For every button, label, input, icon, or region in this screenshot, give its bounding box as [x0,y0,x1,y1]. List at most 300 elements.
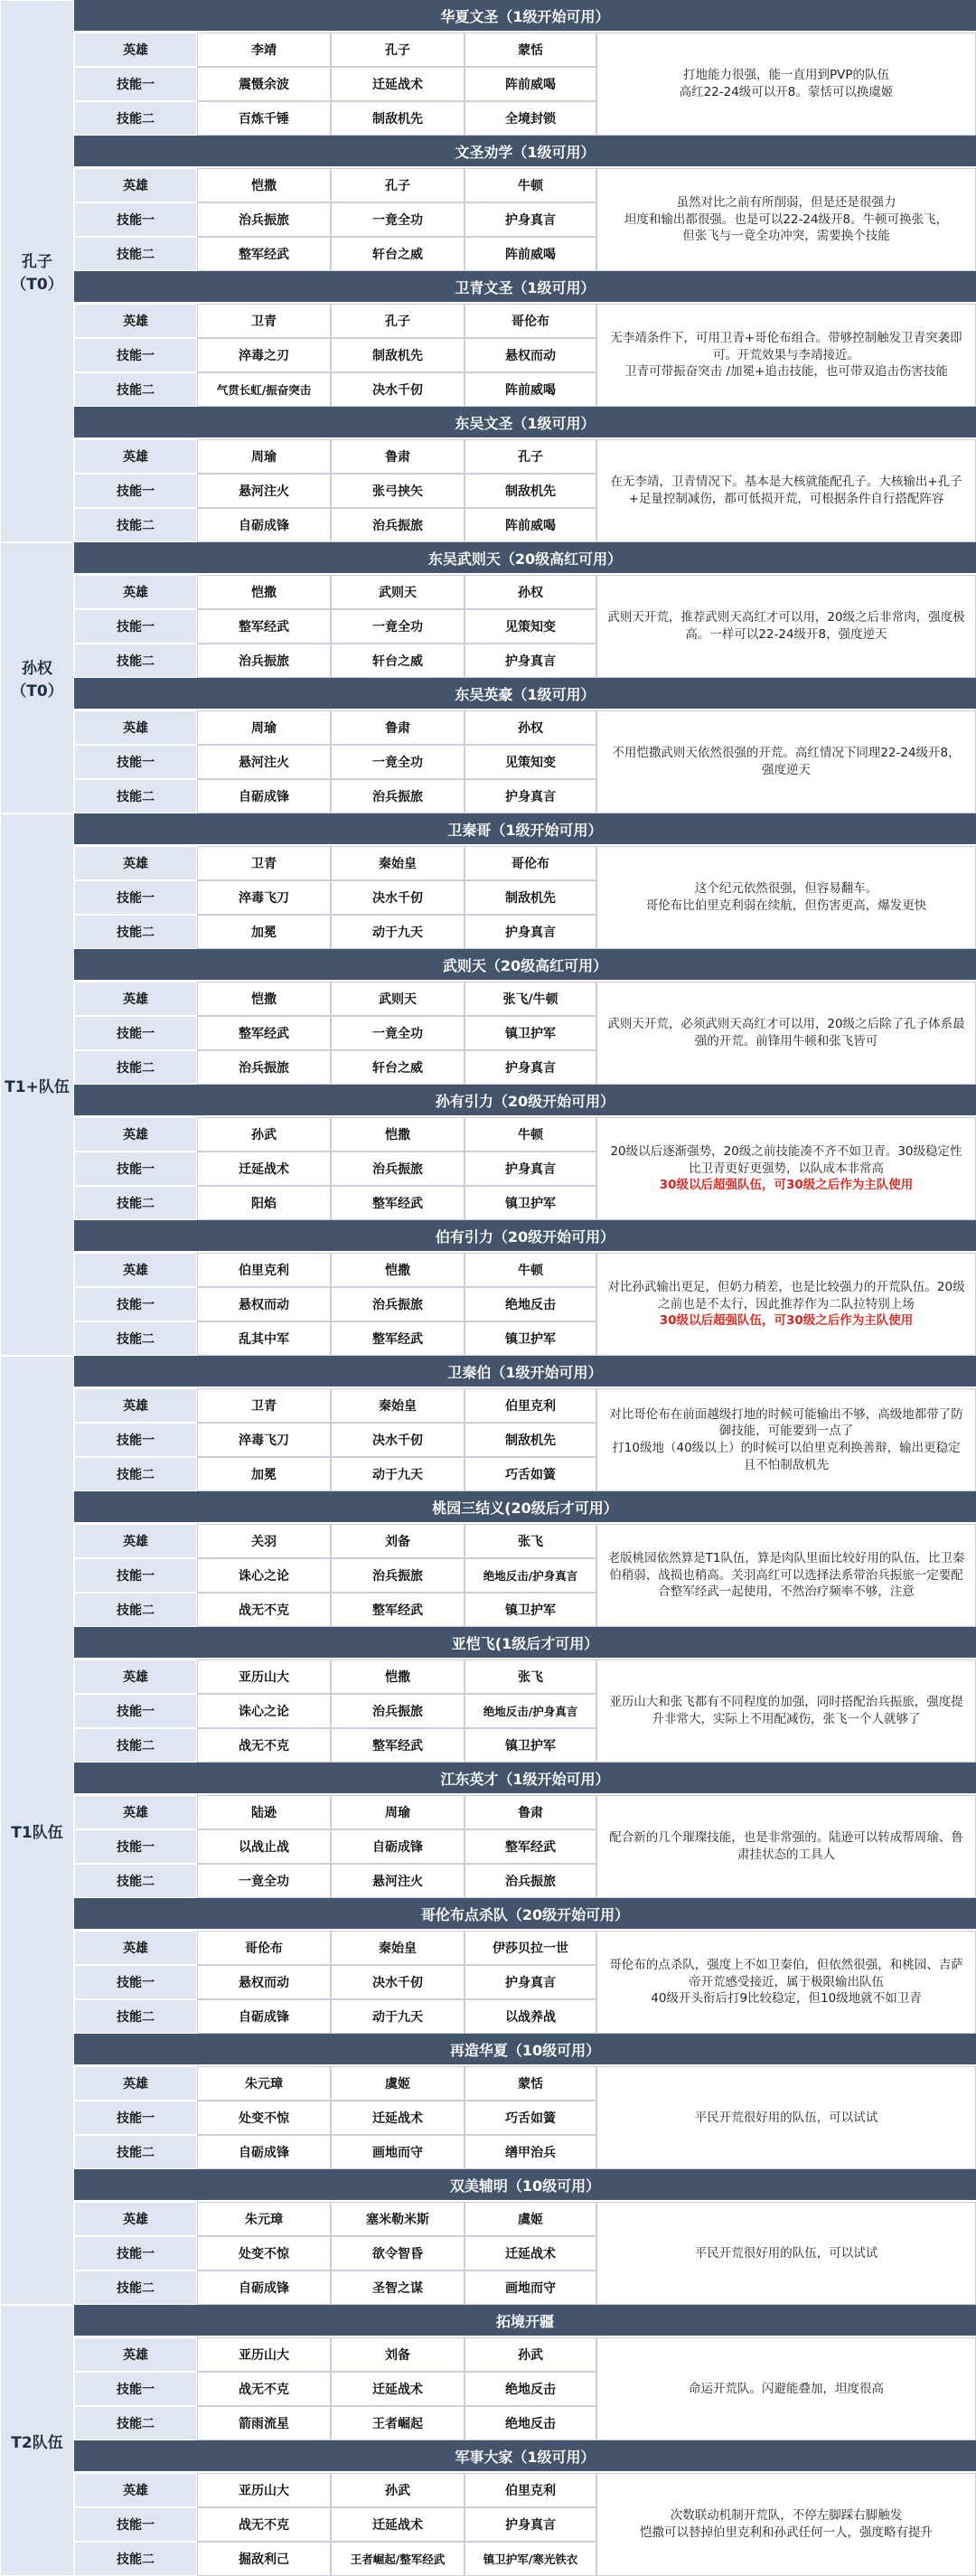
team-title: 文圣劝学（1级可用） [74,136,976,168]
skill-cell: 战无不克 [197,1593,331,1627]
description-text [606,1279,966,1330]
skill-cell: 制敌机先 [465,474,596,508]
hero-cell: 伯里克利 [465,2473,596,2507]
description-line: 亚历山大和张飞都有不同程度的加强，同时搭配治兵振旅，强度提升非常大，实际上不用配减伤，张飞一个人就够了 [609,1695,963,1726]
row-label-skill2: 技能二 [74,508,197,542]
skill-cell: 治兵振旅 [197,202,331,237]
team-title: 卫秦哥（1级开始可用） [74,813,976,846]
skill-cell: 动于九天 [331,915,465,949]
hero-cell: 李靖 [197,33,331,67]
team-title: 孙有引力（20级开始可用） [74,1085,976,1117]
hero-cell: 秦始皇 [331,846,465,880]
skill-cell: 迁延战术 [331,2101,465,2135]
team-title: 东吴武则天（20级高红可用） [74,542,976,575]
highlight-note: 30级以后超强队伍，可30级之后作为主队使用 [659,1178,914,1193]
skill-cell: 轩台之威 [331,237,465,271]
hero-cell: 鲁肃 [331,710,465,745]
description-text [606,2381,966,2398]
hero-cell: 亚历山大 [197,1659,331,1694]
group-label: T1队伍 [0,1356,74,2305]
team-description [596,1931,976,2034]
team-title: 东吴英豪（1级可用） [74,678,976,710]
row-label-hero: 英雄 [74,846,197,880]
hero-cell: 恺撒 [331,1659,465,1694]
row-label-hero: 英雄 [74,1931,197,1965]
row-label-skill1: 技能一 [74,474,197,508]
team-description [596,575,976,678]
description-text [606,67,966,100]
team-description [596,1795,976,1898]
description-line: 武则天开荒，必须武则天高红才可以用，20级之后除了孔子体系最强的开荒。前锋用牛顿和张飞皆可 [607,1017,965,1048]
skill-cell: 诛心之论 [197,1694,331,1728]
hero-cell: 恺撒 [197,982,331,1016]
skill-cell: 绝地反击 [465,1287,596,1321]
hero-cell: 孔子 [465,439,596,474]
skill-cell: 百炼千锤 [197,101,331,136]
skill-cell: 巧舌如簧 [465,2101,596,2135]
team-description [596,846,976,949]
skill-cell: 悬权而动 [197,1965,331,1999]
hero-cell: 卫青 [197,304,331,338]
row-label-skill1: 技能一 [74,880,197,915]
skill-cell: 绝地反击/护身真言 [465,1558,596,1593]
hero-cell: 伯里克利 [197,1253,331,1287]
description-line: 但张飞与一竟全功冲突，需要换个技能 [682,229,890,244]
skill-cell: 处变不惊 [197,2236,331,2270]
hero-cell: 哥伦布 [465,846,596,880]
skill-cell: 淬毒飞刀 [197,880,331,915]
row-label-hero: 英雄 [74,439,197,474]
row-label-skill2: 技能二 [74,2135,197,2169]
hero-cell: 秦始皇 [331,1388,465,1423]
skill-cell: 一竟全功 [331,609,465,644]
skill-cell: 制敌机先 [331,101,465,136]
description-line: 平民开荒很好用的队伍，可以试试 [694,2245,878,2261]
description-line: 命运开荒队。闪避能叠加，坦度很高 [689,2381,884,2396]
description-line: 40级开头衔后打9比较稳定，但10级地就不如卫青 [651,1991,922,2007]
hero-cell: 牛顿 [465,1253,596,1287]
skill-cell: 悬河注火 [197,474,331,508]
row-label-skill2: 技能二 [74,237,197,271]
skill-cell: 自砺成锋 [197,2135,331,2169]
skill-cell: 动于九天 [331,1999,465,2034]
description-text [606,1406,966,1474]
skill-cell: 箭雨流星 [197,2406,331,2440]
team-description [596,2337,976,2440]
team-title: 军事大家（1级可用） [74,2440,976,2473]
hero-cell: 刘备 [331,1524,465,1558]
skill-cell: 震慑余波 [197,67,331,101]
row-label-skill1: 技能一 [74,67,197,101]
skill-cell: 治兵振旅 [197,644,331,678]
hero-cell: 恺撒 [331,1117,465,1152]
row-label-skill1: 技能一 [74,745,197,779]
group-label: 孔子（T0） [0,0,74,542]
skill-cell: 巧舌如簧 [465,1457,596,1491]
row-label-skill1: 技能一 [74,2101,197,2135]
team-title: 江东英才（1级开始可用） [74,1763,976,1795]
skill-cell: 淬毒之刃 [197,338,331,372]
row-label-hero: 英雄 [74,710,197,745]
description-line: 武则天开荒，推荐武则天高红才可以用，20级之后非常肉，强度极高。一样可以22-24级开8，强度逆天 [607,610,965,642]
hero-cell: 伯里克利 [465,1388,596,1423]
skill-cell: 全境封锁 [465,101,596,136]
skill-cell: 决水千仞 [331,880,465,915]
description-text [606,2110,966,2127]
skill-cell: 乱其中军 [197,1321,331,1356]
skill-cell: 悬河注火 [331,1864,465,1898]
row-label-skill2: 技能二 [74,101,197,136]
skill-cell: 以战止战 [197,1829,331,1864]
skill-cell: 护身真言 [465,202,596,237]
skill-cell: 治兵振旅 [331,1558,465,1593]
skill-cell: 护身真言 [465,779,596,813]
row-label-hero: 英雄 [74,1659,197,1694]
hero-cell: 陆逊 [197,1795,331,1829]
hero-cell: 卫青 [197,1388,331,1423]
row-label-skill1: 技能一 [74,202,197,237]
skill-cell: 整军经武 [331,1321,465,1356]
skill-cell: 镇卫护军 [465,1186,596,1220]
skill-cell: 绝地反击 [465,2372,596,2406]
skill-cell: 动于九天 [331,1457,465,1491]
skill-cell: 处变不惊 [197,2101,331,2135]
row-label-skill1: 技能一 [74,1287,197,1321]
description-line: 这个纪元依然很强，但容易翻车。 [694,881,878,897]
hero-cell: 塞米勒米斯 [331,2202,465,2236]
skill-cell: 阵前威喝 [465,372,596,407]
row-label-hero: 英雄 [74,304,197,338]
skill-cell: 迁延战术 [197,1152,331,1186]
hero-cell: 孔子 [331,33,465,67]
row-label-skill1: 技能一 [74,1016,197,1050]
description-text [606,330,966,381]
description-line: 配合新的几个璀璨技能，也是非常强的。陆逊可以转成帮周瑜、鲁肃挂状态的工具人 [609,1830,963,1862]
team-title: 华夏文圣（1级开始可用） [74,0,976,33]
description-line: 高红22-24级可以开8。蒙恬可以换虞姬 [679,85,894,99]
row-label-skill2: 技能二 [74,1999,197,2034]
team-title: 再造华夏（10级可用） [74,2034,976,2066]
skill-cell: 画地而守 [331,2135,465,2169]
skill-cell: 王者崛起/整军经武 [331,2542,465,2576]
hero-cell: 亚历山大 [197,2473,331,2507]
team-title: 哥伦布点杀队（20级开始可用） [74,1898,976,1931]
hero-cell: 孙武 [465,2337,596,2372]
skill-cell: 整军经武 [331,1186,465,1220]
row-label-skill1: 技能一 [74,1829,197,1864]
hero-cell: 周瑜 [197,439,331,474]
row-label-skill2: 技能二 [74,1728,197,1763]
description-text [606,1143,966,1194]
hero-cell: 周瑜 [197,710,331,745]
team-description [596,33,976,136]
row-label-skill2: 技能二 [74,1050,197,1085]
description-text [606,2507,966,2541]
team-description [596,710,976,813]
hero-cell: 张飞/牛顿 [465,982,596,1016]
skill-cell: 以战养战 [465,1999,596,2034]
skill-cell: 护身真言 [465,644,596,678]
row-label-skill2: 技能二 [74,915,197,949]
hero-cell: 鲁肃 [331,439,465,474]
skill-cell: 决水千仞 [331,1423,465,1457]
hero-cell: 周瑜 [331,1795,465,1829]
skill-cell: 治兵振旅 [331,508,465,542]
skill-cell: 护身真言 [465,915,596,949]
skill-cell: 护身真言 [465,2507,596,2542]
skill-cell: 迁延战术 [331,2507,465,2542]
hero-cell: 恺撒 [197,575,331,609]
team-title: 卫青文圣（1级可用） [74,271,976,304]
team-description [596,1524,976,1627]
skill-cell: 悬权而动 [197,1287,331,1321]
skill-cell: 护身真言 [465,1050,596,1085]
skill-cell: 镇卫护军 [465,1016,596,1050]
skill-cell: 轩台之威 [331,1050,465,1085]
hero-cell: 朱元璋 [197,2202,331,2236]
row-label-skill2: 技能二 [74,372,197,407]
hero-cell: 张飞 [465,1659,596,1694]
row-label-skill1: 技能一 [74,609,197,644]
skill-cell: 整军经武 [197,609,331,644]
skill-cell: 欲令智昏 [331,2236,465,2270]
row-label-skill2: 技能二 [74,1593,197,1627]
skill-cell: 张弓挟矢 [331,474,465,508]
skill-cell: 治兵振旅 [331,1694,465,1728]
skill-cell: 悬河注火 [197,745,331,779]
skill-cell: 战无不克 [197,1728,331,1763]
row-label-hero: 英雄 [74,1253,197,1287]
row-label-skill1: 技能一 [74,338,197,372]
row-label-hero: 英雄 [74,2337,197,2372]
row-label-skill1: 技能一 [74,1694,197,1728]
skill-cell: 加冕 [197,915,331,949]
description-text [606,1957,966,2007]
skill-cell: 悬权而动 [465,338,596,372]
skill-cell: 迁延战术 [331,2372,465,2406]
skill-cell: 诛心之论 [197,1558,331,1593]
team-title: 亚恺飞(1级后才可用） [74,1627,976,1659]
skill-cell: 见策知变 [465,609,596,644]
team-description [596,1253,976,1356]
row-label-skill1: 技能一 [74,2372,197,2406]
hero-cell: 孙武 [197,1117,331,1152]
skill-cell: 战无不克 [197,2507,331,2542]
skill-cell: 镇卫护军 [465,1321,596,1356]
skill-cell: 整军经武 [331,1593,465,1627]
skill-cell: 阳焰 [197,1186,331,1220]
team-title: 拓境开疆 [74,2305,976,2337]
highlight-note: 30级以后超强队伍，可30级之后作为主队使用 [659,1313,914,1329]
skill-cell: 护身真言 [465,1152,596,1186]
hero-cell: 恺撒 [197,168,331,202]
team-title: 伯有引力（20级开始可用） [74,1220,976,1253]
row-label-skill1: 技能一 [74,1152,197,1186]
team-description [596,2202,976,2305]
description-text [606,609,966,643]
skill-cell: 自砺成锋 [197,1999,331,2034]
team-description [596,439,976,542]
team-title: 卫秦伯（1级开始可用） [74,1356,976,1388]
description-text [606,1550,966,1601]
hero-cell: 鲁肃 [465,1795,596,1829]
team-description [596,1117,976,1220]
hero-cell: 哥伦布 [465,304,596,338]
description-line: 虽然对比之前有所削弱，但是还是很强力 [676,195,896,211]
hero-cell: 孙武 [331,2473,465,2507]
skill-cell: 轩台之威 [331,644,465,678]
row-label-skill2: 技能二 [74,2270,197,2305]
description-text [606,880,966,914]
skill-cell: 制敌机先 [465,880,596,915]
description-line: 坦度和输出都很强。也是可以22-24级开8。牛顿可换张飞， [624,212,949,227]
description-line: 平民开荒很好用的队伍，可以试试 [694,2110,878,2125]
row-label-skill2: 技能二 [74,2406,197,2440]
skill-cell: 一竟全功 [197,1864,331,1898]
hero-cell: 虞姬 [331,2066,465,2101]
skill-cell: 加冕 [197,1457,331,1491]
skill-cell: 阵前威喝 [465,67,596,101]
team-description [596,1388,976,1491]
description-line: 打10级地（40级以上）的时候可以伯里克利换善辩，输出更稳定且不怕制敌机先 [612,1441,961,1472]
row-label-skill2: 技能二 [74,1186,197,1220]
hero-cell: 恺撒 [331,1253,465,1287]
hero-cell: 蒙恬 [465,33,596,67]
skill-cell: 治兵振旅 [331,779,465,813]
skill-cell: 整军经武 [197,1016,331,1050]
group-label: 孙权（T0） [0,542,74,813]
description-line: 恺撒可以替掉伯里克利和孙武任何一人，强度略有提升 [640,2525,933,2540]
hero-cell: 武则天 [331,982,465,1016]
hero-cell: 虞姬 [465,2202,596,2236]
description-line: 哥伦布比伯里克利弱在续航，但伤害更高，爆发更快 [645,898,927,913]
row-label-hero: 英雄 [74,33,197,67]
hero-cell: 蒙恬 [465,2066,596,2101]
skill-cell: 一竟全功 [331,1016,465,1050]
skill-cell: 制敌机先 [465,1423,596,1457]
description-line: 对比哥伦布在前面越级打地的时候可能输出不够，高级地都带了防御技能，可能要到一点了 [609,1406,963,1439]
skill-cell: 缮甲治兵 [465,2135,596,2169]
team-description [596,304,976,407]
row-label-skill1: 技能一 [74,1558,197,1593]
row-label-hero: 英雄 [74,1524,197,1558]
team-title: 东吴文圣（1级可用） [74,407,976,439]
row-label-hero: 英雄 [74,2066,197,2101]
hero-cell: 伊莎贝拉一世 [465,1931,596,1965]
hero-cell: 刘备 [331,2337,465,2372]
row-label-skill2: 技能二 [74,779,197,813]
hero-cell: 牛顿 [465,168,596,202]
hero-cell: 关羽 [197,1524,331,1558]
row-label-skill1: 技能一 [74,2236,197,2270]
row-label-skill2: 技能二 [74,1457,197,1491]
skill-cell: 圣智之谋 [331,2270,465,2305]
skill-cell: 自砺成锋 [331,1829,465,1864]
row-label-skill1: 技能一 [74,1423,197,1457]
description-text [606,194,966,245]
skill-cell: 掘敌利己 [197,2542,331,2576]
skill-cell: 护身真言 [465,1965,596,1999]
description-line: 老版桃园依然算是T1队伍，算是肉队里面比较好用的队伍，比卫秦伯稍弱，战损也稍高。关羽高红可以选择法系带治兵振旅一定要配合整军经武一起使用，不然治疗频率不够，注意 [607,1551,965,1600]
skill-cell: 决水千仞 [331,372,465,407]
row-label-skill2: 技能二 [74,1321,197,1356]
skill-cell: 王者崛起 [331,2406,465,2440]
skill-cell: 整军经武 [197,237,331,271]
row-label-skill2: 技能二 [74,1864,197,1898]
description-line: 在无李靖，卫青情况下。基本是大核就能配孔子。大核输出+孔子+足量控制减伤，都可低损开荒，可根据条件自行搭配阵容 [610,475,962,506]
row-label-skill2: 技能二 [74,644,197,678]
description-text [606,474,966,507]
row-label-hero: 英雄 [74,2202,197,2236]
skill-cell: 治兵振旅 [331,1152,465,1186]
skill-cell: 治兵振旅 [197,1050,331,1085]
hero-cell: 武则天 [331,575,465,609]
group-label: T1+队伍 [0,813,74,1356]
skill-cell: 战无不克 [197,2372,331,2406]
hero-cell: 孙权 [465,710,596,745]
description-text [606,1016,966,1049]
skill-cell: 镇卫护军/寒光铁衣 [465,2542,596,2576]
hero-cell: 孙权 [465,575,596,609]
hero-cell: 张飞 [465,1524,596,1558]
hero-cell: 牛顿 [465,1117,596,1152]
description-text [606,745,966,778]
skill-cell: 自砺成锋 [197,508,331,542]
hero-cell: 孔子 [331,168,465,202]
description-line: 哥伦布的点杀队，强度上不如卫秦伯，但依然很强，和桃园、吉萨帝开荒感受接近，属于极限输出队伍 [609,1958,963,1989]
hero-cell: 孔子 [331,304,465,338]
row-label-hero: 英雄 [74,982,197,1016]
skill-cell: 画地而守 [465,2270,596,2305]
team-title: 桃园三结义(20级后才可用） [74,1491,976,1524]
team-description [596,1659,976,1763]
hero-cell: 哥伦布 [197,1931,331,1965]
team-description [596,168,976,271]
hero-cell: 朱元璋 [197,2066,331,2101]
skill-cell: 治兵振旅 [331,1287,465,1321]
team-title: 双美辅明（10级可用） [74,2169,976,2202]
description-line: 20级以后逐渐强势，20级之前技能凑不齐不如卫青。30级稳定性比卫青更好更强势，以队成本非常高 [610,1144,962,1176]
description-line: 对比孙武输出更足，但奶力稍差，也是比较强力的开荒队伍。20级之前也是不太行，因此推荐作为二队拉特别上场 [607,1280,965,1312]
skill-cell: 绝地反击/护身真言 [465,1694,596,1728]
hero-cell: 卫青 [197,846,331,880]
skill-cell: 绝地反击 [465,2406,596,2440]
description-text [606,1694,966,1727]
skill-cell: 自砺成锋 [197,2270,331,2305]
skill-cell: 阵前威喝 [465,237,596,271]
row-label-hero: 英雄 [74,575,197,609]
row-label-skill2: 技能二 [74,2542,197,2576]
skill-cell: 镇卫护军 [465,1728,596,1763]
skill-cell: 一竟全功 [331,202,465,237]
skill-cell: 镇卫护军 [465,1593,596,1627]
skill-cell: 阵前威喝 [465,508,596,542]
hero-cell: 秦始皇 [331,1931,465,1965]
row-label-skill1: 技能一 [74,2507,197,2542]
description-text [606,1829,966,1863]
skill-cell: 淬毒飞刀 [197,1423,331,1457]
skill-cell: 治兵振旅 [465,1864,596,1898]
skill-cell: 气贯长虹/振奋突击 [197,372,331,407]
skill-cell: 决水千仞 [331,1965,465,1999]
description-line: 次数联动机制开荒队，不停左脚踩右脚触发 [670,2508,903,2524]
group-label: T2队伍 [0,2305,74,2576]
team-description [596,982,976,1085]
skill-cell: 制敌机先 [331,338,465,372]
row-label-hero: 英雄 [74,168,197,202]
skill-cell: 迁延战术 [331,67,465,101]
skill-cell: 见策知变 [465,745,596,779]
